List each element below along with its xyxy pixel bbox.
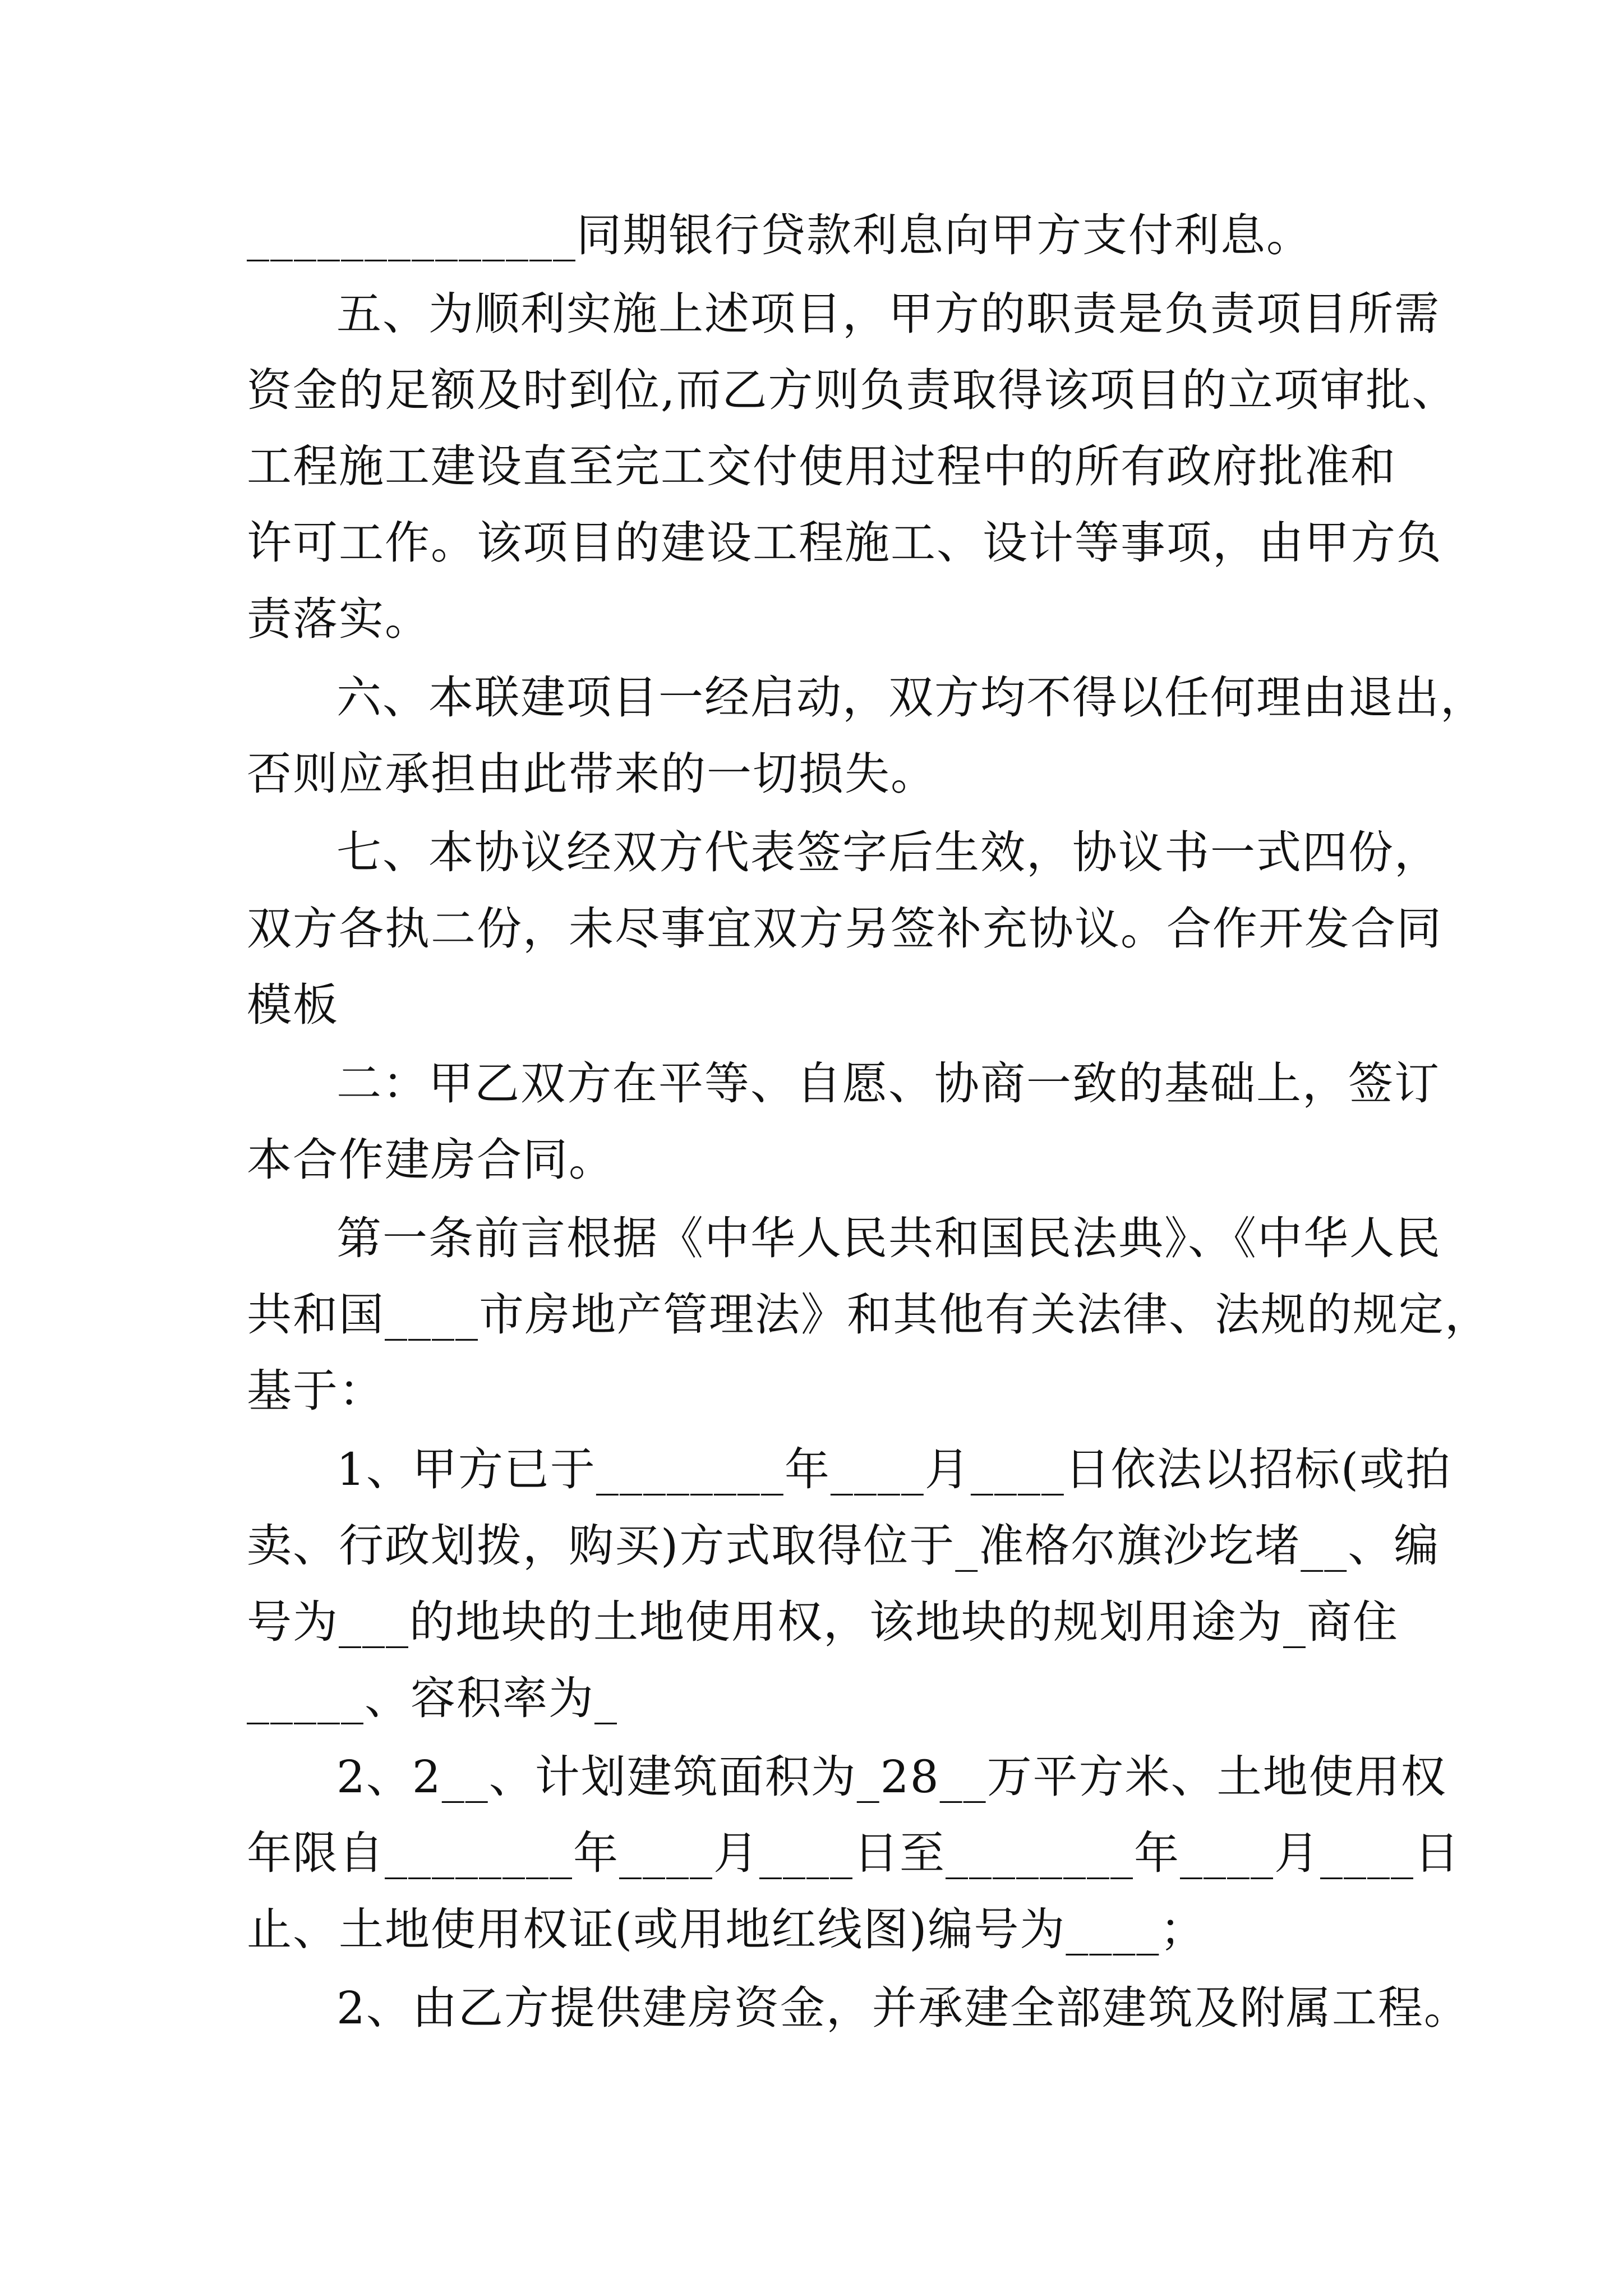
text-line: 责落实。	[247, 593, 431, 645]
text-line: ______________同期银行贷款利息向甲方支付利息。	[247, 209, 1312, 261]
paragraph-5-start: 五、为顺利实施上述项目，甲方的职责是负责项目所需	[336, 288, 1440, 340]
text-line: _____、容积率为_	[247, 1672, 618, 1724]
item-2-start: 2、2__、计划建筑面积为_28__万平方米、土地使用权	[336, 1751, 1447, 1803]
text-line: 工程施工建设直至完工交付使用过程中的所有政府批准和	[247, 440, 1396, 493]
text-line: 年限自________年____月____日至________年____月____日	[247, 1827, 1460, 1879]
text-line: 模板	[247, 979, 339, 1031]
text-line: 本合作建房合同。	[247, 1134, 615, 1186]
text-line: 止、土地使用权证(或用地红线图)编号为____；	[247, 1903, 1206, 1955]
text-line: 基于：	[247, 1365, 385, 1417]
paragraph-er-start: 二：甲乙双方在平等、自愿、协商一致的基础上，签订	[336, 1057, 1440, 1110]
text-line: 号为___的地块的土地使用权，该地块的规划用途为_商住	[247, 1596, 1399, 1648]
paragraph-7-start: 七、本协议经双方代表签字后生效，协议书一式四份，	[336, 826, 1440, 878]
item-2b-start: 2、由乙方提供建房资金，并承建全部建筑及附属工程。	[336, 1982, 1470, 2034]
text-line: 双方各执二份，未尽事宜双方另签补充协议。合作开发合同	[247, 903, 1442, 955]
article-1-start: 第一条前言根据《中华人民共和国民法典》、《中华人民	[336, 1212, 1441, 1264]
item-1-start: 1、甲方已于________年____月____日依法以招标(或拍	[336, 1443, 1452, 1496]
text-line: 卖、行政划拨，购买)方式取得位于_准格尔旗沙圪堵__、编	[247, 1520, 1440, 1572]
text-line: 资金的足额及时到位,而乙方则负责取得该项目的立项审批、	[247, 364, 1458, 416]
paragraph-6-start: 六、本联建项目一经启动，双方均不得以任何理由退出，	[336, 671, 1486, 724]
text-line: 许可工作。该项目的建设工程施工、设计等事项，由甲方负	[247, 517, 1442, 569]
text-line: 否则应承担由此带来的一切损失。	[247, 748, 937, 800]
text-line: 共和国____市房地产管理法》和其他有关法律、法规的规定，	[247, 1289, 1491, 1341]
